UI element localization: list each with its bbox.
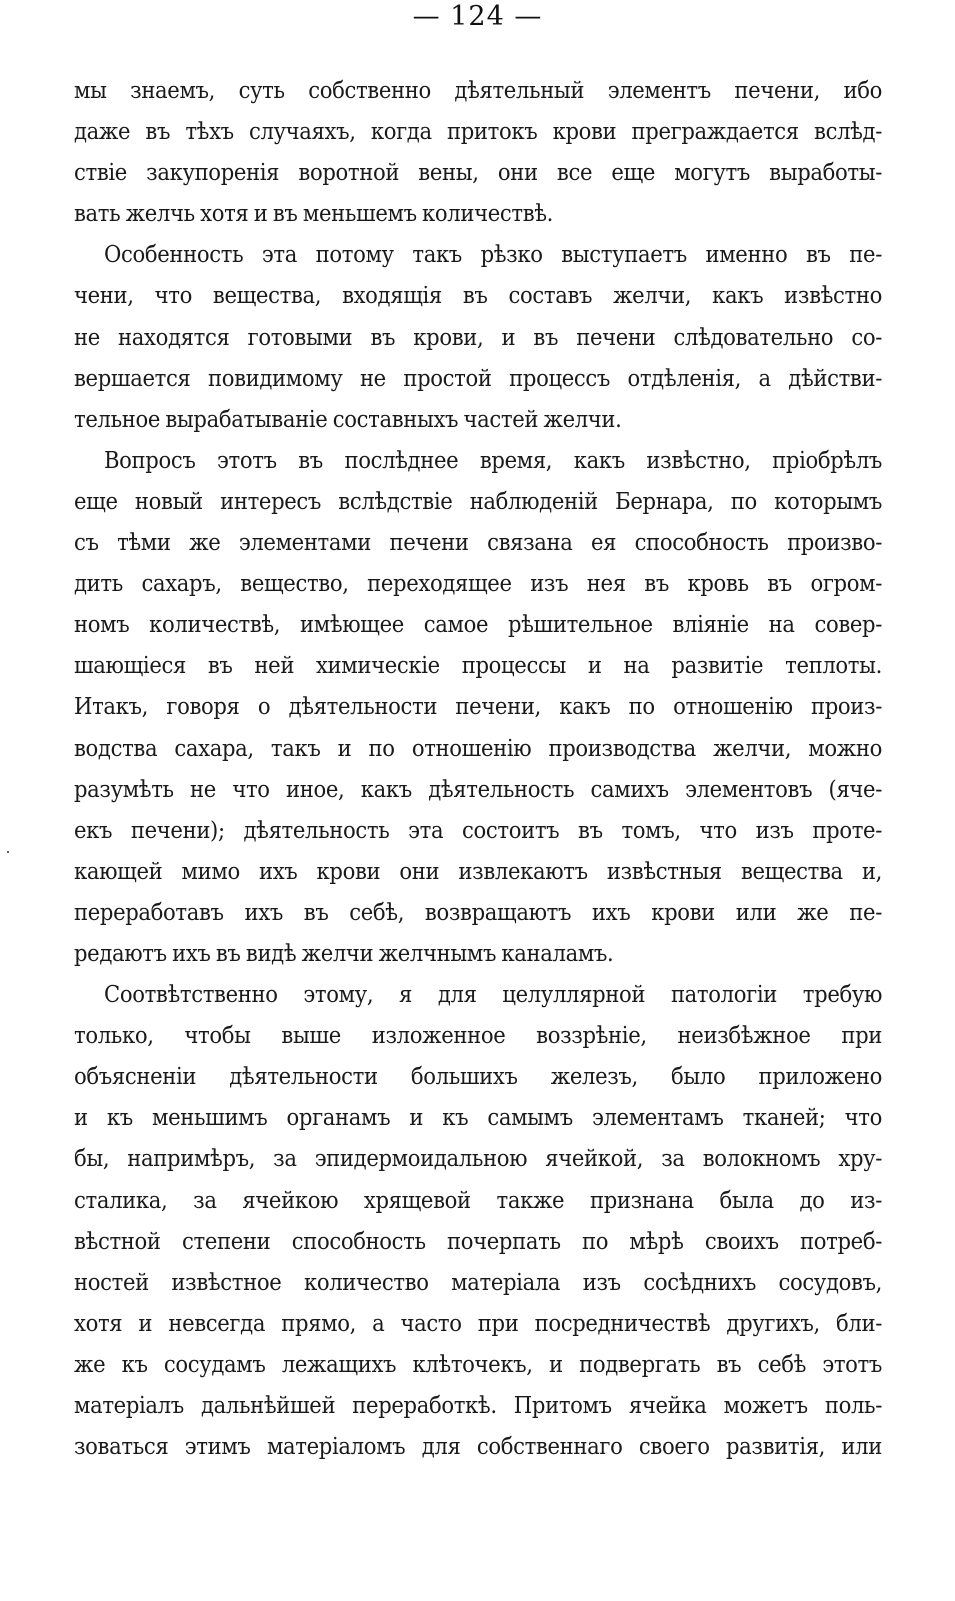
text-line: вѣстной степени способность почерпать по мѣрѣ своихъ потреб- <box>74 1226 882 1255</box>
text-line: Особенность эта потому такъ рѣзко выступаетъ именно въ пе- <box>104 240 882 269</box>
text-line: тельное вырабатываніе составныхъ частей желчи. <box>74 404 622 433</box>
text-line: екъ печени); дѣятельность эта состоитъ въ томъ, что изъ проте- <box>74 815 882 844</box>
text-line: зоваться этимъ матеріаломъ для собственнаго своего развитія, или <box>74 1432 882 1461</box>
text-line: объясненіи дѣятельности большихъ железъ, было приложено <box>74 1062 882 1091</box>
text-line: Соотвѣтственно этому, я для целуллярной патологіи требую <box>104 980 882 1009</box>
body-text <box>74 70 882 1467</box>
text-line: еще новый интересъ вслѣдствіе наблюденій Бернара, по которымъ <box>74 486 882 515</box>
text-line: мы знаемъ, суть собственно дѣятельный элементъ печени, ибо <box>74 76 882 104</box>
text-line: номъ количествѣ, имѣющее самое рѣшительное вліяніе на совер- <box>74 610 882 639</box>
text-line: вать желчь хотя и въ меньшемъ количествѣ. <box>74 199 554 228</box>
text-line: разумѣть не что иное, какъ дѣятельность самихъ элементовъ (яче- <box>74 774 882 803</box>
text-line: даже въ тѣхъ случаяхъ, когда притокъ крови преграждается вслѣд- <box>74 117 882 146</box>
text-line: съ тѣми же элементами печени связана ея способность произво- <box>74 528 882 557</box>
text-line: Вопросъ этотъ въ послѣднее время, какъ извѣстно, пріобрѣлъ <box>104 445 882 474</box>
text-line: и къ меньшимъ органамъ и къ самымъ элементамъ тканей; что <box>74 1103 882 1132</box>
text-line: редаютъ ихъ въ видѣ желчи желчнымъ каналамъ. <box>74 938 614 967</box>
text-line: только, чтобы выше изложенное воззрѣніе, неизбѣжное при <box>74 1021 882 1050</box>
text-line: же къ сосудамъ лежащихъ клѣточекъ, и подвергать въ себѣ этотъ <box>74 1349 882 1378</box>
page-number: — 124 — <box>412 1 543 32</box>
text-line: ствіе закупоренія воротной вены, они все еще могутъ выработы- <box>74 158 882 187</box>
text-line: водства сахара, такъ и по отношенію производства желчи, можно <box>74 733 882 762</box>
text-line: вершается повидимому не простой процессъ отдѣленія, а дѣйстви- <box>74 363 882 392</box>
text-line: сталика, за ячейкою хрящевой также признана была до из- <box>74 1185 882 1214</box>
text-line: кающей мимо ихъ крови они извлекаютъ извѣстныя вещества и, <box>74 856 882 885</box>
text-line: не находятся готовыми въ крови, и въ печени слѣдовательно со- <box>74 322 882 351</box>
ink-speck <box>7 851 9 853</box>
text-line: Итакъ, говоря о дѣятельности печени, какъ по отношенію произ- <box>74 692 882 721</box>
text-line: бы, напримѣръ, за эпидермоидальною ячейкой, за волокномъ хру- <box>74 1144 882 1173</box>
text-line: ностей извѣстное количество матеріала изъ сосѣднихъ сосудовъ, <box>74 1267 882 1296</box>
text-line: дить сахаръ, вещество, переходящее изъ нея въ кровь въ огром- <box>74 569 882 598</box>
text-line: переработавъ ихъ въ себѣ, возвращаютъ ихъ крови или же пе- <box>74 897 882 926</box>
text-line: чени, что вещества, входящія въ составъ желчи, какъ извѣстно <box>74 281 882 310</box>
text-line: шающіеся въ ней химическіе процессы и на развитіе теплоты. <box>74 651 882 680</box>
text-line: матеріалъ дальнѣйшей переработкѣ. Притомъ ячейка можетъ поль- <box>74 1391 882 1419</box>
text-line: хотя и невсегда прямо, а часто при посредничествѣ другихъ, бли- <box>74 1308 882 1337</box>
